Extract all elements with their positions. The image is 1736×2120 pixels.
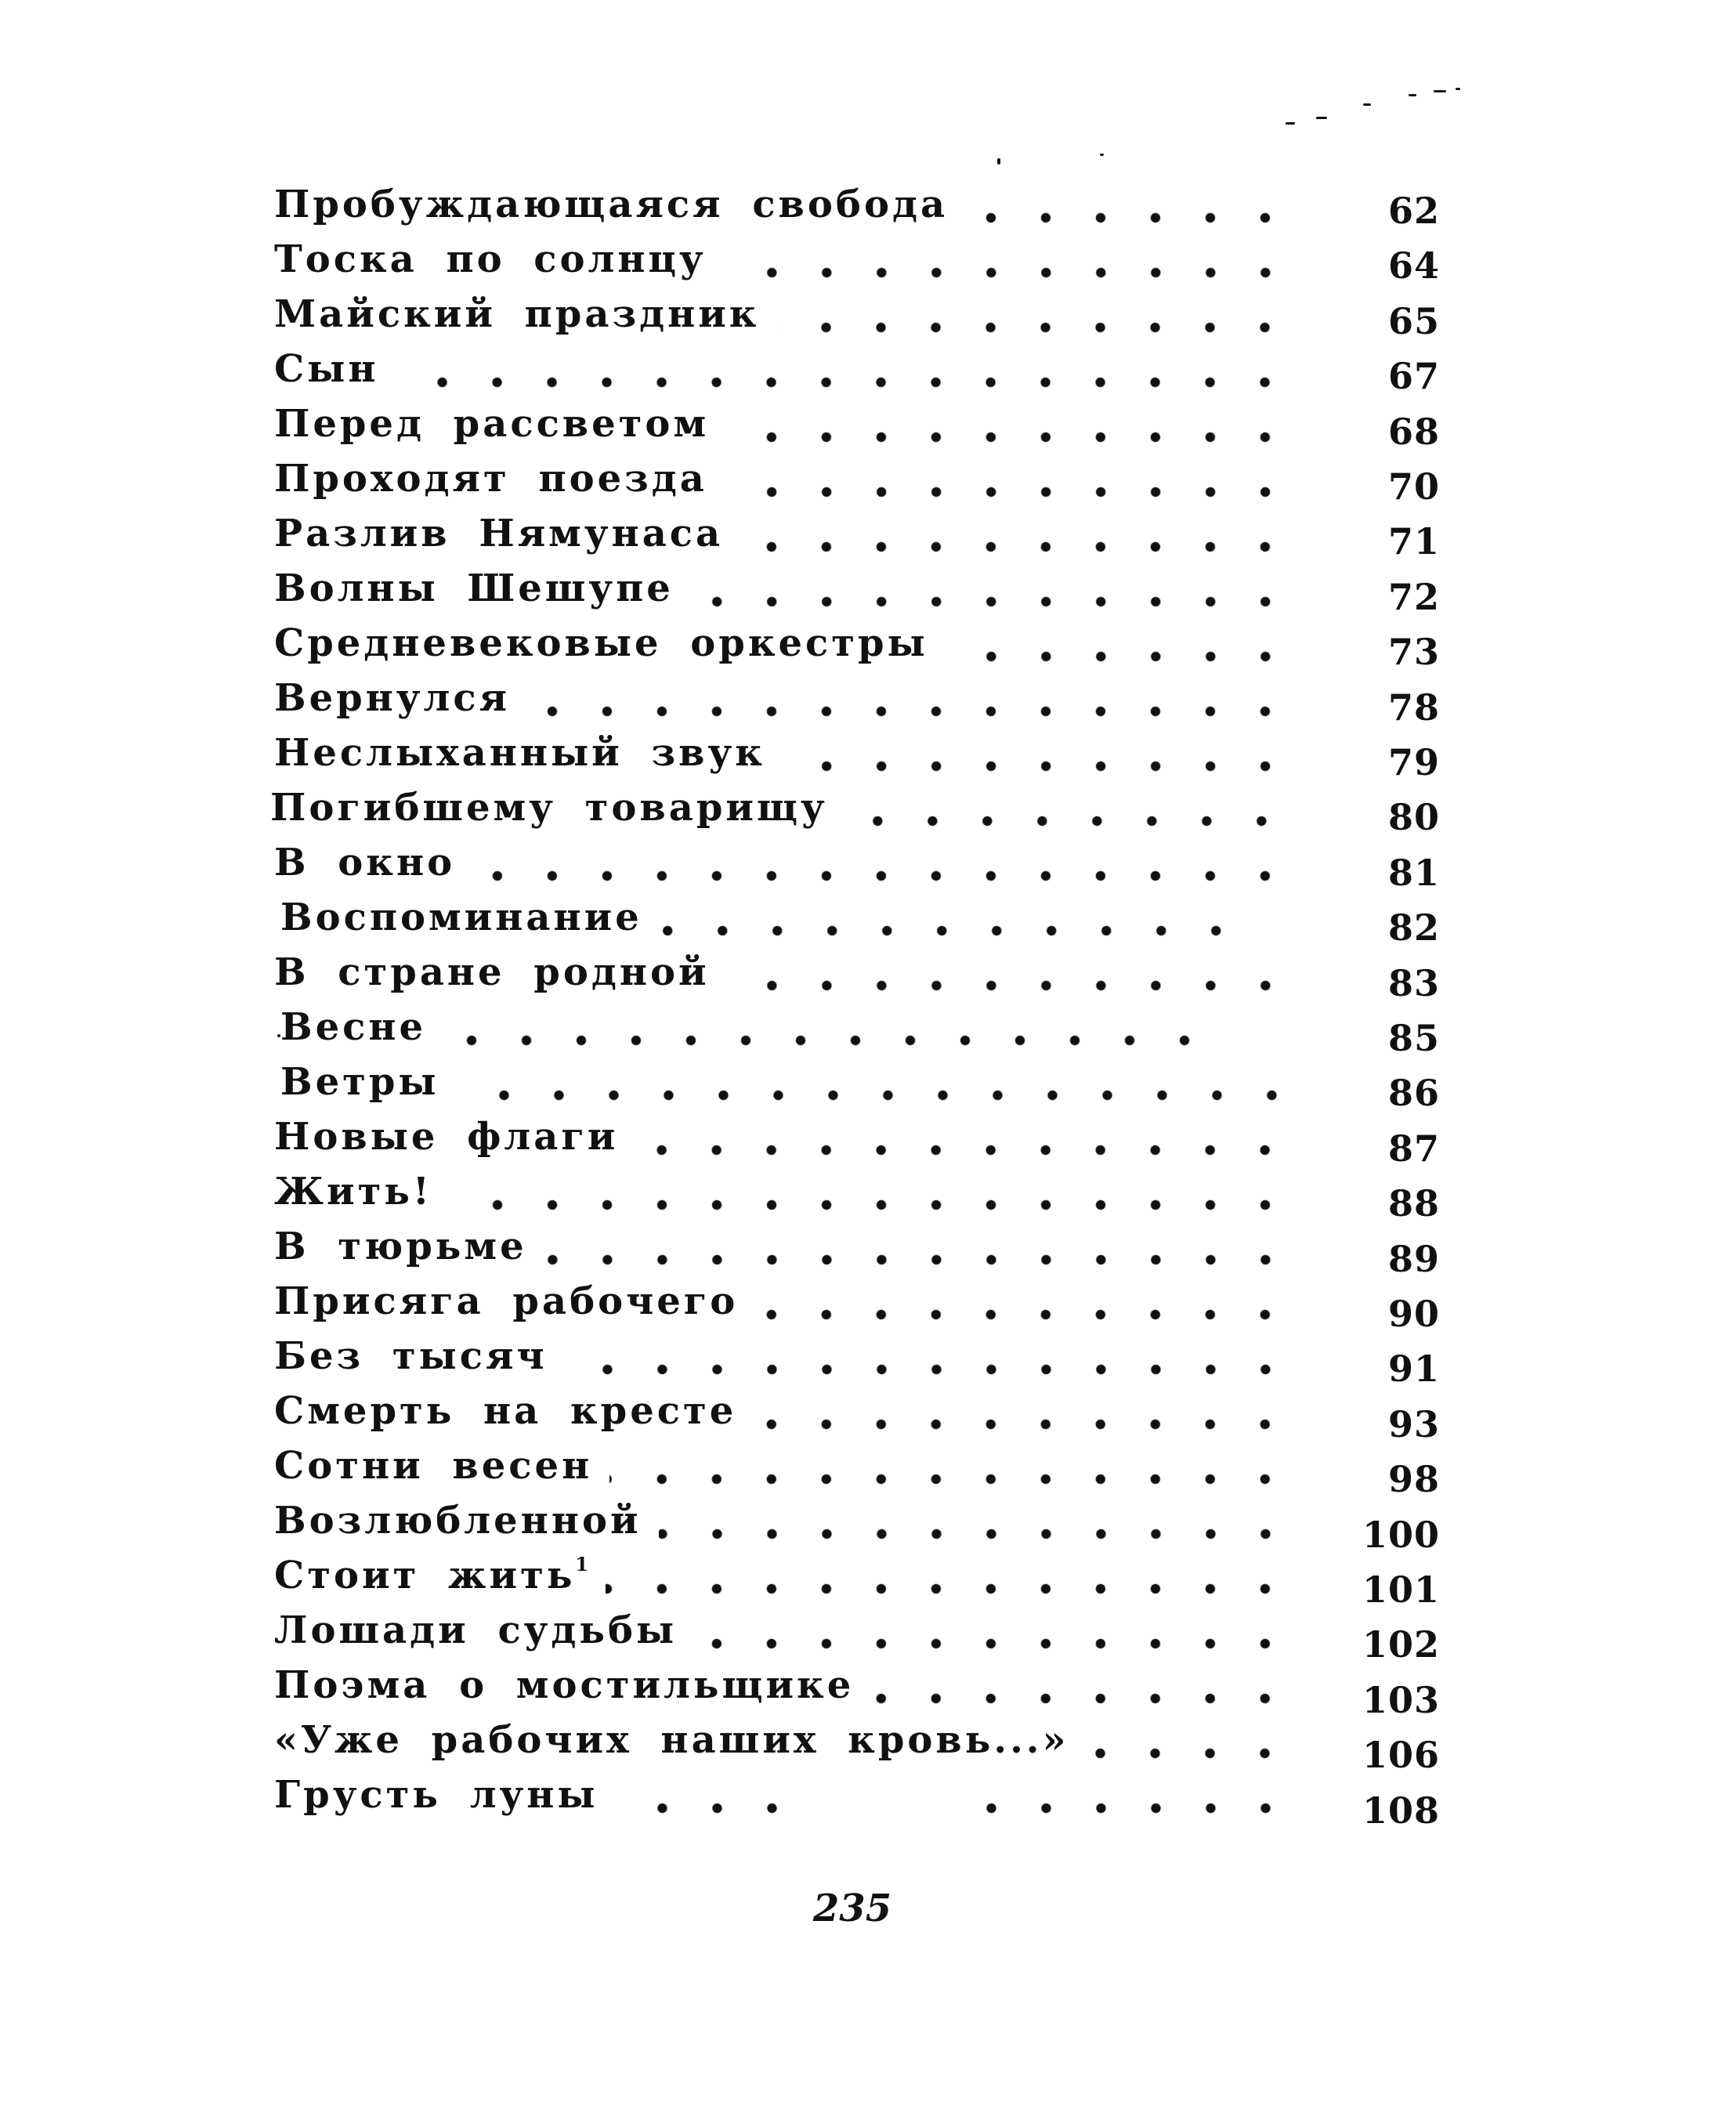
toc-entry-title-text: Перед рассветом <box>274 402 710 446</box>
toc-entry-page: 65 <box>1387 299 1440 342</box>
dot-leader <box>740 510 1293 557</box>
toc-entry-title <box>274 1278 738 1325</box>
toc-entry-title-text: Присяга рабочего <box>274 1279 739 1323</box>
toc-entry-page: 67 <box>1387 355 1440 398</box>
toc-entry-page: 101 <box>1362 1568 1440 1611</box>
dot-leader <box>755 1278 1293 1325</box>
toc-entry-title <box>280 894 642 941</box>
toc-entry-page: 98 <box>1387 1458 1440 1501</box>
toc-entry-title-text: Весне <box>280 1005 427 1049</box>
dot-leader <box>725 455 1293 502</box>
toc-entry-line <box>274 1168 1293 1215</box>
scan-speck <box>1316 117 1327 119</box>
toc-entry-page: 81 <box>1387 851 1440 894</box>
toc-entry-line <box>274 510 1293 557</box>
toc-entry-line <box>274 181 1293 228</box>
toc-entry-line <box>274 1552 1293 1599</box>
toc-entry-title <box>274 729 765 776</box>
toc-entry-title <box>274 291 759 338</box>
toc-entry-title-text: Погибшему товарищу <box>270 786 828 830</box>
toc-entry-line <box>274 345 1293 393</box>
toc-entry-title-text: Новые флаги <box>274 1115 619 1159</box>
toc-entry-line <box>274 675 1293 722</box>
toc-entry-title-text: Сын <box>274 347 379 391</box>
scan-speck <box>1456 88 1460 90</box>
toc-entry-title <box>274 1497 642 1544</box>
toc-entry-line <box>274 400 1293 447</box>
toc-entry-page: 64 <box>1387 244 1440 288</box>
toc-entry-page: 102 <box>1362 1623 1440 1666</box>
dot-leader <box>845 784 1289 831</box>
page-number: 235 <box>812 1887 892 1930</box>
toc-entry-page: 71 <box>1387 520 1440 563</box>
toc-entry-title <box>274 236 707 283</box>
dot-leader <box>606 1552 1293 1599</box>
footnote-marker: 1 <box>575 1553 589 1576</box>
toc-entry-page: 72 <box>1387 575 1440 618</box>
toc-entry-page: 106 <box>1362 1734 1440 1777</box>
dot-leader <box>660 894 1243 941</box>
toc-entry-title-text: Волны Шешупе <box>274 566 674 610</box>
toc-entry-line <box>280 1058 1299 1105</box>
toc-entry-title <box>274 620 928 667</box>
toc-entry-title-text: Смерть на кресте <box>274 1389 737 1433</box>
dot-leader <box>965 181 1293 228</box>
toc-entry-line <box>274 291 1293 338</box>
toc-entry-title-text: Воспоминание <box>280 895 642 939</box>
toc-entry-title-text: Сотни весен <box>274 1444 593 1488</box>
toc-entry-page: 91 <box>1387 1348 1440 1391</box>
toc-entry-title <box>274 1717 1069 1764</box>
toc-entry-line <box>274 565 1293 612</box>
toc-entry-page: 83 <box>1387 961 1440 1004</box>
dot-leader <box>694 1607 1293 1654</box>
toc-entry-page: 89 <box>1387 1237 1440 1280</box>
toc-entry-title <box>270 784 828 831</box>
toc-entry-title <box>274 1607 677 1654</box>
scan-speck <box>997 158 1000 165</box>
dot-leader <box>457 1058 1299 1105</box>
dot-leader <box>946 620 1293 667</box>
dot-leader <box>565 1333 1293 1380</box>
toc-entry-title-text: Грусть луны <box>274 1773 599 1817</box>
toc-entry-line <box>274 1333 1293 1380</box>
toc-entry-title <box>274 1223 527 1270</box>
toc-entry-title <box>274 455 707 502</box>
toc-entry-line <box>274 1717 1293 1764</box>
toc-entry-title-text: В тюрьме <box>274 1225 527 1268</box>
dot-leader <box>396 345 1293 393</box>
toc-entry-title-text: Проходят поезда <box>274 457 707 501</box>
dot-leader <box>783 729 1293 776</box>
toc-entry-page: 78 <box>1387 686 1440 729</box>
toc-entry-title <box>274 1168 432 1215</box>
toc-entry-page: 86 <box>1387 1072 1440 1115</box>
dot-leader-gap <box>790 1771 986 1818</box>
toc-entry-title <box>274 1442 592 1489</box>
scan-speck <box>277 1034 280 1037</box>
toc-entry-page: 82 <box>1387 906 1440 950</box>
toc-entry-page: 68 <box>1387 410 1440 453</box>
toc-entry-title-text: Жить! <box>274 1170 432 1214</box>
toc-entry-line <box>274 1607 1293 1654</box>
toc-entry-line <box>274 1442 1293 1489</box>
toc-entry-line <box>274 729 1293 776</box>
toc-entry-title <box>274 1662 854 1709</box>
dot-leader <box>544 1223 1293 1270</box>
toc-entry-line <box>274 1113 1293 1160</box>
toc-entry-page: 103 <box>1362 1678 1440 1721</box>
dot-leader <box>724 236 1293 283</box>
toc-entry-title <box>274 345 378 393</box>
scan-speck <box>1286 122 1295 125</box>
toc-entry-line <box>274 949 1293 996</box>
toc-entry-page: 70 <box>1387 465 1440 508</box>
dot-leader <box>776 291 1293 338</box>
scan-speck <box>1434 90 1446 92</box>
toc-entry-line <box>274 1387 1293 1434</box>
toc-entry-line <box>274 1223 1293 1270</box>
dot-leader <box>635 1113 1293 1160</box>
dot-leader <box>726 400 1293 447</box>
toc-entry-title <box>274 949 710 996</box>
scan-speck <box>1409 94 1416 96</box>
toc-entry-title-text: В стране родной <box>274 950 710 994</box>
toc-entry-line <box>274 236 1293 283</box>
toc-entry-line <box>274 1662 1293 1709</box>
toc-entry-title <box>274 1387 736 1434</box>
toc-entry-title <box>274 1333 548 1380</box>
toc-entry-line <box>270 784 1289 831</box>
toc-entry-line <box>274 1771 1293 1818</box>
toc-entry-title <box>274 839 455 886</box>
toc-entry-title-text: Средневековые оркестры <box>274 621 928 665</box>
toc-entry-title-text: Тоска по солнцу <box>274 237 707 281</box>
toc-entry-title <box>274 1541 588 1599</box>
toc-entry-title-text: Поэма о мостильщике <box>274 1663 855 1707</box>
toc-entry-title-text: В окно <box>274 841 456 885</box>
toc-entry-page: 90 <box>1387 1293 1440 1335</box>
toc-entry-line <box>274 455 1293 502</box>
toc-entry-title <box>280 1004 426 1051</box>
toc-entry-title <box>274 675 510 722</box>
scan-speck <box>1363 103 1371 106</box>
toc-entry-title <box>274 400 709 447</box>
dot-leader <box>691 565 1293 612</box>
toc-entry-title <box>274 510 723 557</box>
dot-leader <box>659 1497 1293 1544</box>
toc-entry-page: 73 <box>1387 631 1440 674</box>
toc-entry-title-text: Неслыханный звук <box>274 731 765 775</box>
toc-entry-line <box>280 1004 1299 1051</box>
toc-entry-title-text: Вернулся <box>274 676 511 720</box>
toc-entry-line <box>274 1497 1293 1544</box>
toc-entry-title-text: Майский праздник <box>274 292 760 336</box>
dot-leader <box>609 1442 1293 1489</box>
toc-entry-title-text: Без тысяч <box>274 1334 548 1378</box>
toc-entry-title-text: Стоит жить <box>274 1554 576 1597</box>
toc-entry-page: 87 <box>1387 1127 1440 1170</box>
toc-entry-page: 85 <box>1387 1017 1440 1059</box>
dot-leader <box>727 949 1293 996</box>
toc-entry-page: 79 <box>1387 741 1440 783</box>
dot-leader <box>754 1387 1293 1434</box>
toc-entry-page: 93 <box>1387 1402 1440 1445</box>
toc-entry-page: 100 <box>1362 1513 1440 1556</box>
toc-entry-page: 88 <box>1387 1182 1440 1225</box>
toc-entry-line <box>274 839 1293 886</box>
toc-entry-title-text: Возлюбленной <box>274 1499 642 1543</box>
toc-entry-title-text: Лошади судьбы <box>274 1608 678 1652</box>
toc-entry-page: 62 <box>1387 190 1440 232</box>
toc-entry-title <box>274 565 674 612</box>
dot-leader <box>527 675 1293 722</box>
toc-entry-line <box>274 1278 1293 1325</box>
dot-leader <box>616 1771 1293 1818</box>
toc-entry-title-text: «Уже рабочих наших кровь...» <box>274 1718 1069 1762</box>
toc-entry-title <box>274 1113 618 1160</box>
toc-entry-title-text: Ветры <box>280 1060 439 1104</box>
dot-leader <box>1086 1717 1293 1764</box>
toc-entry-title <box>280 1058 439 1105</box>
toc-entry-line <box>280 894 1299 941</box>
dot-leader <box>472 839 1293 886</box>
scan-speck <box>1100 154 1104 156</box>
toc-entry-title-text: Разлив Нямунаса <box>274 512 724 555</box>
toc-entry-page: 108 <box>1362 1789 1440 1832</box>
dot-leader <box>443 1004 1212 1051</box>
toc-entry-title-text: Пробуждающаяся свобода <box>274 183 949 226</box>
toc-entry-line <box>274 620 1293 667</box>
toc-entry-title <box>274 181 948 228</box>
toc-entry-title <box>274 1771 599 1818</box>
dot-leader <box>871 1662 1293 1709</box>
toc-entry-page: 80 <box>1387 796 1440 839</box>
dot-leader <box>450 1168 1293 1215</box>
